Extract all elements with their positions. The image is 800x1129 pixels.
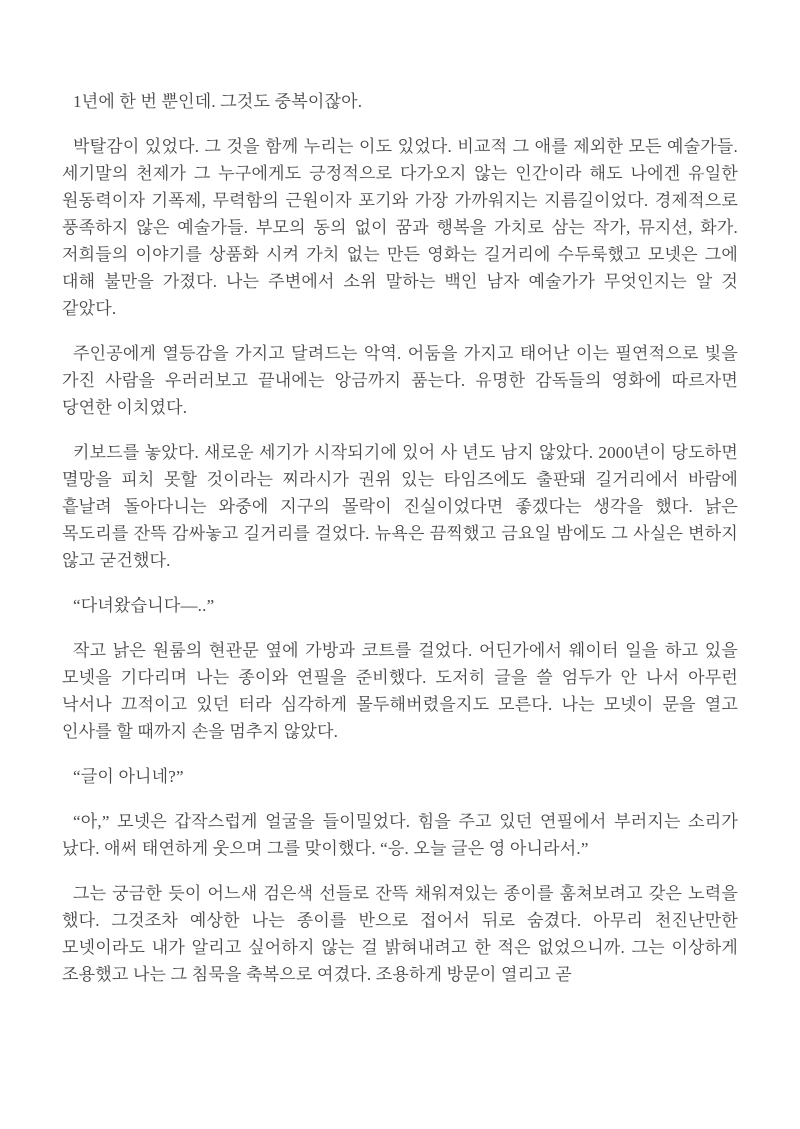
paragraph-1: 1년에 한 번 뿐인데. 그것도 중복이잖아.	[73, 92, 363, 111]
paragraph-2: 박탈감이 있었다. 그 것을 함께 누리는 이도 있었다. 비교적 그 애를 제외한 모든 예술가들. 세기말의 천제가 그 누구에게도 긍정적으로 다가오지 않는 인간이라 해도 나에겐 유일한 원동력이자 기폭제, 무력함의 근원이자 포기와 가장 가까워지는 지름길이었다. 경제적으로 풍족하지 않은 예술가들. 부모의 동의 없이 꿈과 행복을 가치로 삼는 작가, 뮤지션, 화가. 저희들의 이야기를 상품화 시켜 가치 없는 만든 영화는 길거리에 수두룩했고 모넷은 그에 대해 불만을 가졌다. 나는 주변에서 소위 말하는 백인 남자 예술가가 무엇인지는 알 것 같았다.	[62, 137, 738, 318]
paragraph-7-dialogue: “글이 아니네?”	[73, 767, 184, 786]
paragraph-3: 주인공에게 열등감을 가지고 달려드는 악역. 어둠을 가지고 태어난 이는 필연적으로 빛을 가진 사람을 우러러보고 끝내에는 앙금까지 품는다. 유명한 감독들의 영화에 따르자면 당연한 이치였다.	[62, 344, 738, 417]
paragraph-8: “아,” 모넷은 갑작스럽게 얼굴을 들이밀었다. 힘을 주고 있던 연필에서 부러지는 소리가 났다. 애써 태연하게 웃으며 그를 맞이했다. “응. 오늘 글은 영 아니라서.”	[62, 812, 738, 858]
paragraph-6: 작고 낡은 원룸의 현관문 옆에 가방과 코트를 걸었다. 어딘가에서 웨이터 일을 하고 있을 모넷을 기다리며 나는 종이와 연필을 준비했다. 도저히 글을 쓸 엄두가 안 나서 아무런 낙서나 끄적이고 있던 터라 심각하게 몰두해버렸을지도 모른다. 나는 모넷이 문을 열고 인사를 할 때까지 손을 멈추지 않았다.	[62, 641, 738, 741]
paragraph-5-dialogue: “다녀왔습니다—..”	[73, 596, 215, 615]
paragraph-9: 그는 궁금한 듯이 어느새 검은색 선들로 잔뜩 채워져있는 종이를 훔쳐보려고 갖은 노력을 했다. 그것조차 예상한 나는 종이를 반으로 접어서 뒤로 숨겼다. 아무리 천진난만한 모넷이라도 내가 알리고 싶어하지 않는 걸 밝혀내려고 한 적은 없었으니까. 그는 이상하게 조용했고 나는 그 침묵을 축복으로 여겼다. 조용하게 방문이 열리고 곧	[62, 884, 738, 984]
paragraph-4: 키보드를 놓았다. 새로운 세기가 시작되기에 있어 사 년도 남지 않았다. 2000년이 당도하면 멸망을 피치 못할 것이라는 찌라시가 권위 있는 타임즈에도 출판돼 길거리에서 바람에 흩날려 돌아다니는 와중에 지구의 몰락이 진실이었다면 좋겠다는 생각을 했다. 낡은 목도리를 잔뜩 감싸놓고 길거리를 걸었다. 뉴욕은 끔찍했고 금요일 밤에도 그 사실은 변하지 않고 굳건했다.	[62, 443, 738, 570]
